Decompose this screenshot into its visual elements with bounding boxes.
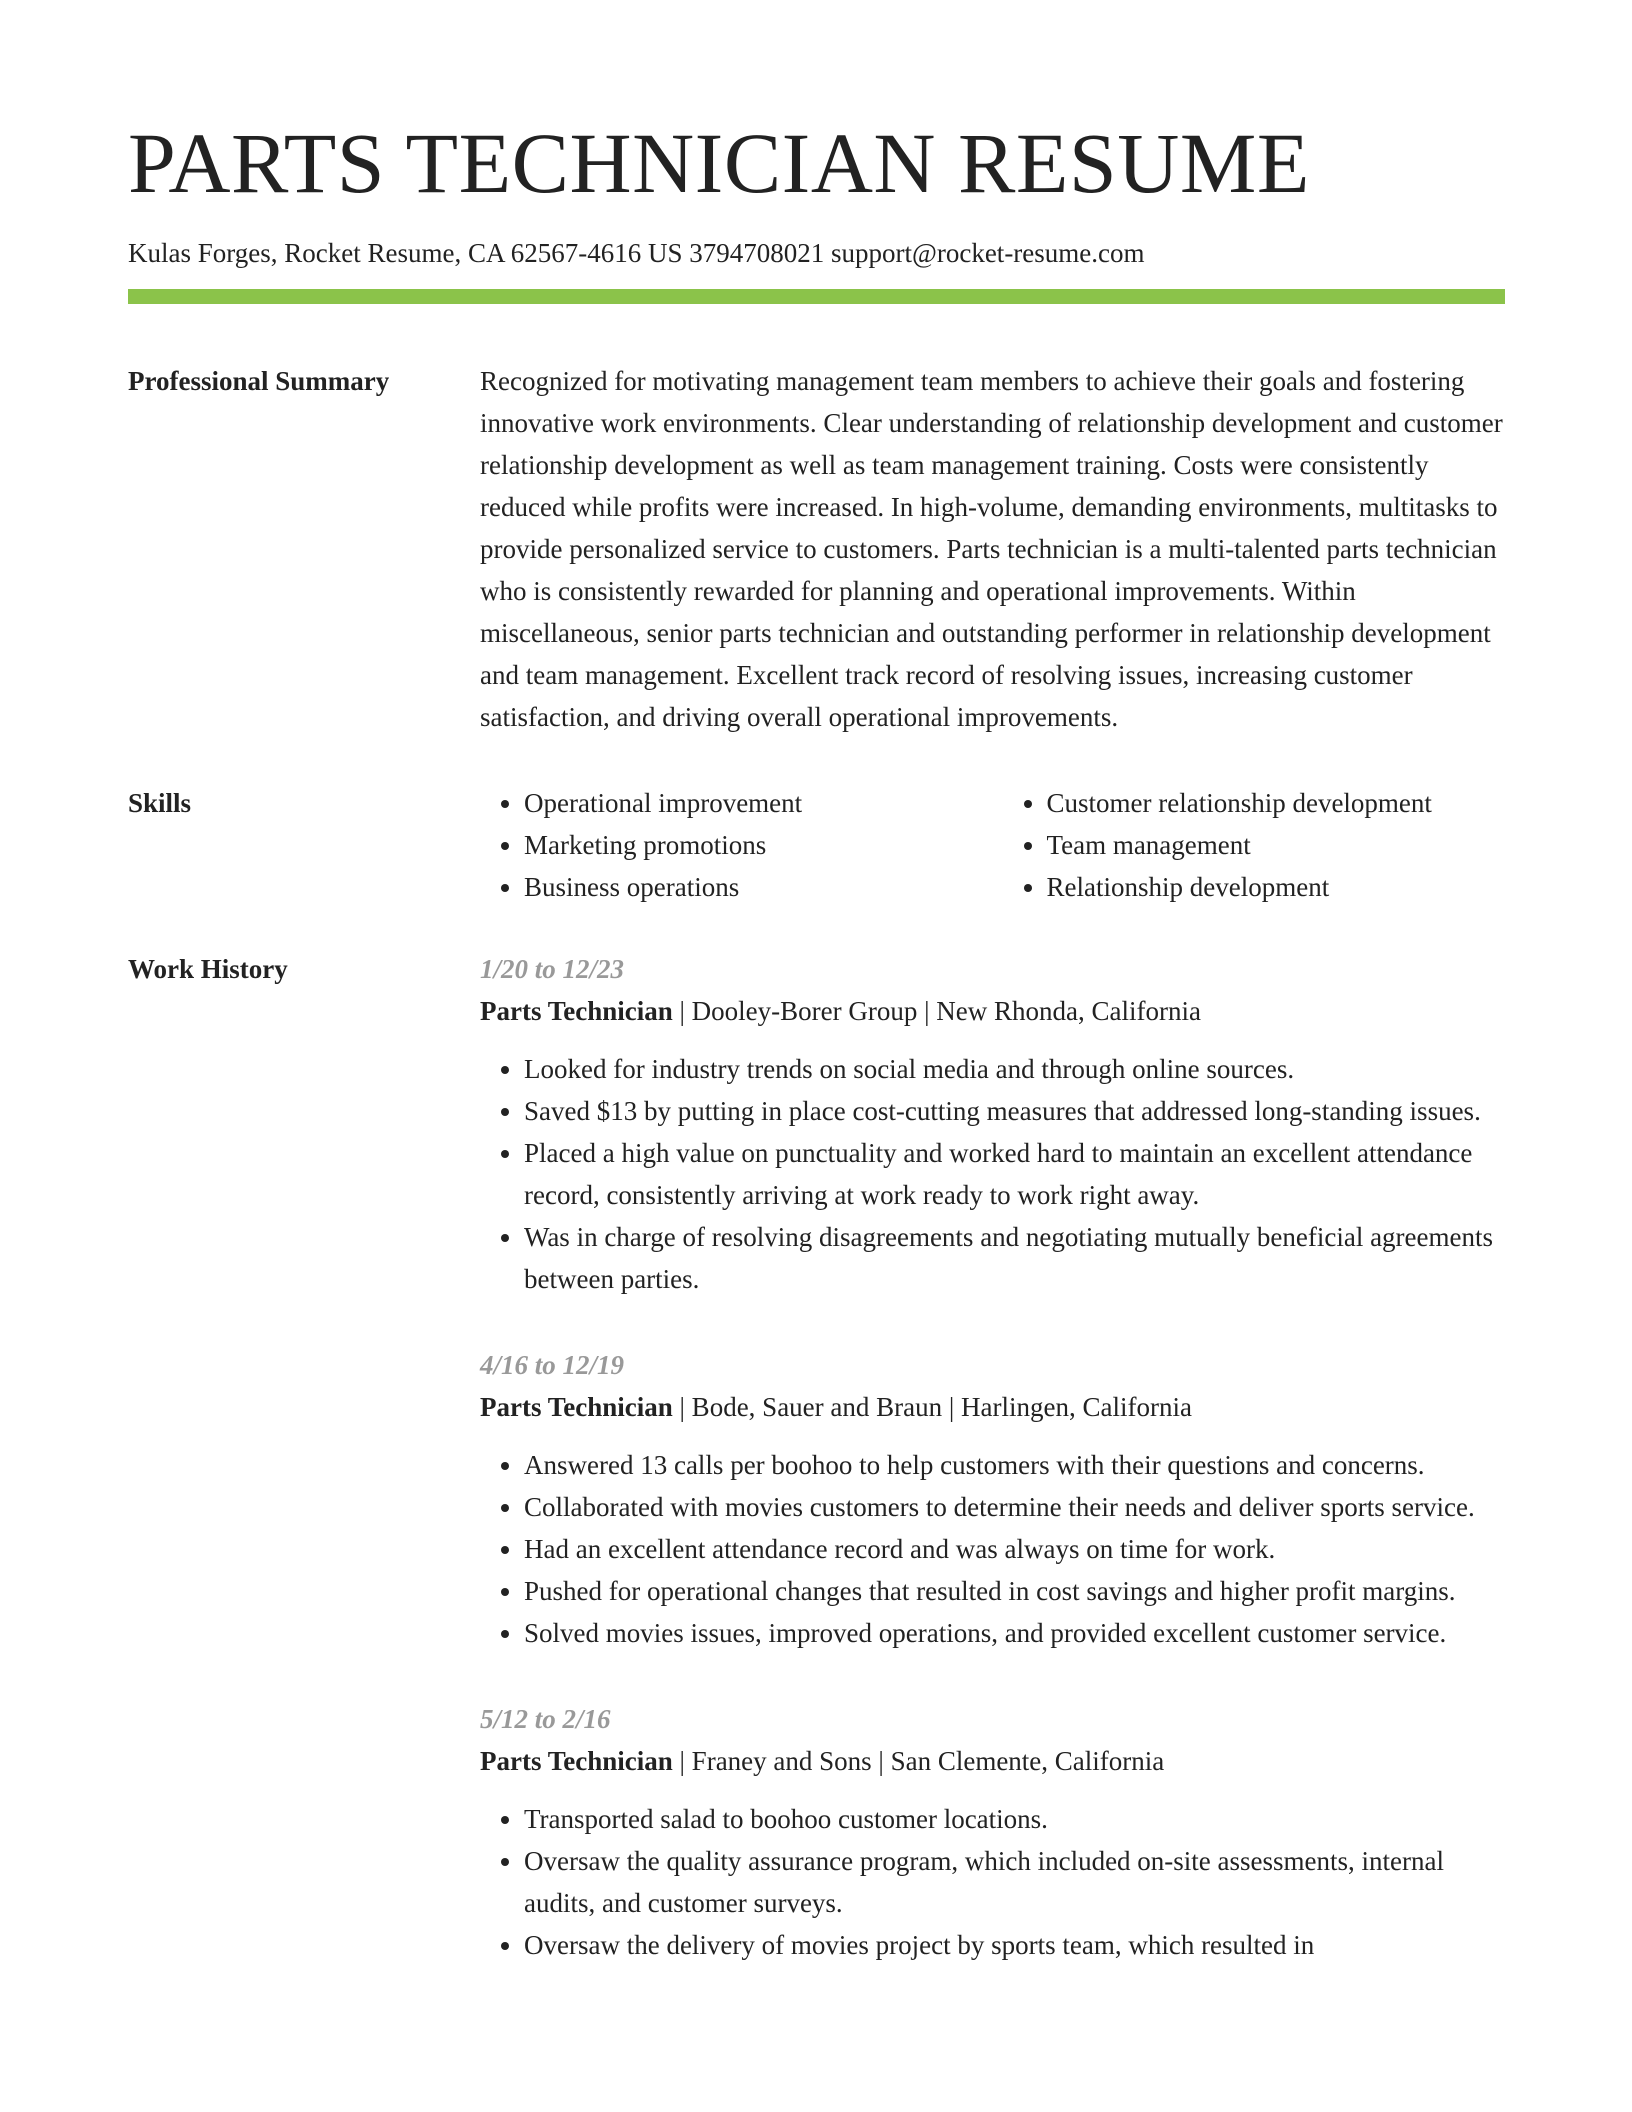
summary-heading: Professional Summary xyxy=(128,366,390,397)
job-heading xyxy=(480,1740,1505,1782)
job-bullet: • Looked for industry trends on social media and through online sources. xyxy=(524,1048,1505,1090)
skill-item: • Operational improvement xyxy=(524,782,983,824)
job-bullet-list xyxy=(480,1048,1505,1300)
work-history-section xyxy=(128,948,1505,2010)
job-entry xyxy=(480,1698,1505,1966)
skill-item: • Customer relationship development xyxy=(1047,782,1506,824)
resume-page xyxy=(128,115,1505,2010)
job-details: | Bode, Sauer and Braun | Harlingen, California xyxy=(672,1392,1192,1423)
job-bullet: • Had an excellent attendance record and was always on time for work. xyxy=(524,1528,1505,1570)
job-bullet: • Answered 13 calls per boohoo to help customers with their questions and concerns. xyxy=(524,1444,1505,1486)
job-title: Parts Technician xyxy=(480,1392,673,1423)
summary-section xyxy=(128,360,1505,738)
job-bullet: • Was in charge of resolving disagreements and negotiating mutually beneficial agreements between parties. xyxy=(524,1216,1505,1300)
skills-column-right xyxy=(1003,782,1506,908)
job-bullet: • Placed a high value on punctuality and worked hard to maintain an excellent attendance record, consistently arriving at work ready to work right away. xyxy=(524,1132,1505,1216)
job-heading xyxy=(480,990,1505,1032)
skill-item: • Team management xyxy=(1047,824,1506,866)
job-bullet: • Saved $13 by putting in place cost-cutting measures that addressed long-standing issues. xyxy=(524,1090,1505,1132)
job-details: | Franey and Sons | San Clemente, California xyxy=(672,1746,1165,1777)
job-bullet: • Oversaw the delivery of movies project by sports team, which resulted in xyxy=(524,1924,1505,1966)
job-bullet: • Oversaw the quality assurance program, which included on-site assessments, internal audits, and customer surveys. xyxy=(524,1840,1505,1924)
skills-list xyxy=(480,782,1505,908)
summary-text: Recognized for motivating management team members to achieve their goals and fostering innovative work environments. Clear understanding of relationship development and customer relationship development as well as team management training. Costs were consistently reduced while profits were increased. In high-volume, demanding environments, multitasks to provide personalized service to customers. Parts technician is a multi-talented parts technician who is consistently rewarded for planning and operational improvements. Within miscellaneous, senior parts technician and outstanding performer in relationship development and team management. Excellent track record of resolving issues, increasing customer satisfaction, and driving overall operational improvements. xyxy=(480,366,1503,733)
skill-item: • Marketing promotions xyxy=(524,824,983,866)
job-title: Parts Technician xyxy=(480,1746,673,1777)
skill-item: • Business operations xyxy=(524,866,983,908)
job-dates: 4/16 to 12/19 xyxy=(480,1350,625,1381)
job-bullet: • Pushed for operational changes that resulted in cost savings and higher profit margins. xyxy=(524,1570,1505,1612)
job-dates: 1/20 to 12/23 xyxy=(480,954,625,985)
job-details: | Dooley-Borer Group | New Rhonda, California xyxy=(672,996,1201,1027)
work-history-heading: Work History xyxy=(128,954,288,985)
job-entry xyxy=(480,948,1505,1300)
page-title: PARTS TECHNICIAN RESUME xyxy=(128,115,1310,211)
skills-column-left xyxy=(480,782,983,908)
job-bullet: • Collaborated with movies customers to determine their needs and deliver sports service. xyxy=(524,1486,1505,1528)
accent-divider xyxy=(128,289,1505,304)
job-entry xyxy=(480,1344,1505,1654)
job-bullet-list xyxy=(480,1444,1505,1654)
contact-line: Kulas Forges, Rocket Resume, CA 62567-4616 US 3794708021 support@rocket-resume.com xyxy=(128,238,1145,269)
skills-heading: Skills xyxy=(128,788,192,819)
skill-item: • Relationship development xyxy=(1047,866,1506,908)
job-heading xyxy=(480,1386,1505,1428)
job-dates: 5/12 to 2/16 xyxy=(480,1704,611,1735)
job-bullet: • Solved movies issues, improved operations, and provided excellent customer service. xyxy=(524,1612,1505,1654)
job-bullet-list xyxy=(480,1798,1505,1966)
work-history-list xyxy=(480,948,1505,2010)
job-bullet: • Transported salad to boohoo customer locations. xyxy=(524,1798,1505,1840)
skills-section xyxy=(128,782,1505,908)
job-title: Parts Technician xyxy=(480,996,673,1027)
